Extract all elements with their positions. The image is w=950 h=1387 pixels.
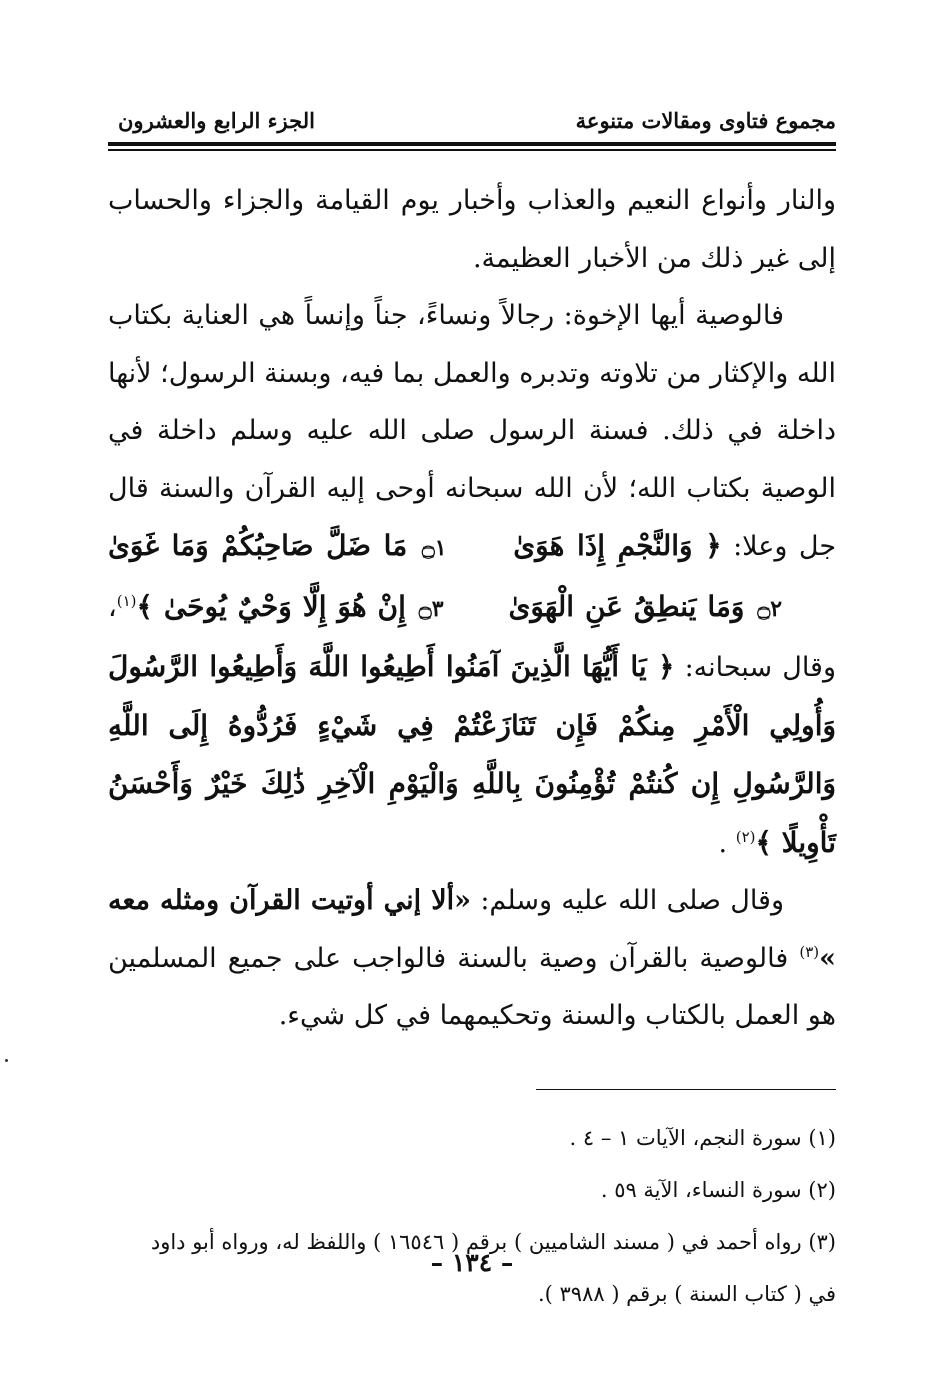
footnote-ref-1: (١)	[116, 591, 137, 610]
footnote-1: (١) سورة النجم، الآيات ١ – ٤ .	[569, 1126, 836, 1150]
hadith-text: ألا إني أوتيت القرآن ومثله معه	[108, 885, 455, 916]
paragraph-2-text: فالوصية أيها الإخوة: رجالاً ونساءً، جناً وإنساً هي العناية بكتاب الله والإكثار من تلاوته وتدبره والعمل بما فيه، وبسنة الرسول؛ لأنها داخلة في ذلك. فسنة الرسول صلى الله عليه وسلم داخلة في الوصية بكتاب الله؛ لأن الله سبحانه أوحى إليه القرآن والسنة قال جل وعلا:	[108, 300, 837, 562]
book-title: مجموع فتاوى ومقالات متنوعة	[575, 108, 836, 133]
footnote-separator	[536, 1089, 836, 1091]
quran-2-close-bracket: ﴾	[755, 825, 772, 859]
header-rule-thin	[108, 149, 836, 151]
scan-speck	[5, 1059, 8, 1062]
header-rule-thick	[108, 142, 836, 146]
paragraph-3	[108, 872, 836, 1045]
ayah-marker-2: ۝٢	[757, 595, 783, 622]
hadith-intro: وقال صلى الله عليه وسلم:	[480, 885, 784, 916]
ayah-1-text: وَالنَّجْمِ إِذَا هَوَىٰ	[513, 529, 693, 562]
ayah-4-text: إِنْ هُوَ إِلَّا وَحْيٌ يُوحَىٰ	[163, 589, 406, 623]
footnote-2: (٢) سورة النساء، الآية ٥٩ .	[600, 1178, 836, 1202]
quran-quote-1	[108, 529, 836, 623]
book-page	[108, 100, 836, 1310]
paragraph-1: والنار وأنواع النعيم والعذاب وأخبار يوم القيامة والجزاء والحساب إلى غير ذلك من الأخبار العظيمة.	[108, 185, 836, 274]
quran-close-bracket: ﴾	[136, 589, 153, 623]
ayah-number-1: ١	[434, 535, 447, 561]
paragraph-3-rest: فالوصية بالقرآن وصية بالسنة فالواجب على جميع المسلمين هو العمل بالكتاب والسنة وتحكيمهما في كل شيء.	[108, 942, 836, 1031]
quran-2-intro: وقال سبحانه:	[684, 652, 836, 683]
ayah-number-3: ٣	[431, 595, 444, 622]
page-number: – ١٣٤ –	[430, 1248, 514, 1277]
period-after-quote: .	[718, 827, 728, 859]
header-double-rule	[108, 140, 836, 150]
quran-open-bracket: ﴿	[705, 529, 722, 562]
volume-title: الجزء الرابع والعشرون	[118, 108, 315, 133]
hadith-close-quote: »	[819, 942, 836, 974]
footnote-ref-2: (٢)	[735, 827, 756, 846]
ayah-3-text: وَمَا يَنطِقُ عَنِ الْهَوَىٰ	[508, 589, 745, 623]
quran-2-open-bracket: ﴿	[658, 650, 675, 683]
comma-after-quote: ،	[108, 591, 117, 623]
footnote-3-line-2: في ( كتاب السنة ) برقم ( ٣٩٨٨ ).	[537, 1282, 836, 1306]
ayah-2-text: مَا ضَلَّ صَاحِبُكُمْ وَمَا غَوَىٰ	[108, 529, 408, 562]
footnote-ref-3: (٣)	[799, 942, 820, 961]
paragraph-2	[108, 287, 836, 872]
footnote-3-line-1: (٣) رواه أحمد في ( مسند الشاميين ) برقم ( ١٦٥٤٦ ) واللفظ له، ورواه أبو داود	[150, 1230, 836, 1254]
quran-2-text: يَا أَيُّهَا الَّذِينَ آمَنُوا أَطِيعُوا اللَّهَ وَأَطِيعُوا الرَّسُولَ وَأُولِي الْأَمْرِ مِنكُمْ فَإِن تَنَازَعْتُمْ فِي شَيْءٍ فَرُدُّوهُ إِلَى اللَّهِ وَالرَّسُولِ إِن كُنتُمْ تُؤْمِنُونَ بِاللَّهِ وَالْيَوْمِ الْآخِرِ ذَٰلِكَ خَيْرٌ وَأَحْسَنُ تَأْوِيلًا	[108, 650, 836, 859]
main-text	[108, 172, 836, 1045]
ayah-marker-1: ۝١	[421, 535, 447, 561]
footnotes	[108, 1112, 836, 1320]
ayah-number-2: ٢	[770, 595, 783, 622]
ayah-marker-3: ۝٣	[418, 595, 444, 622]
running-header	[108, 100, 836, 140]
hadith-open-quote: «	[454, 885, 472, 916]
